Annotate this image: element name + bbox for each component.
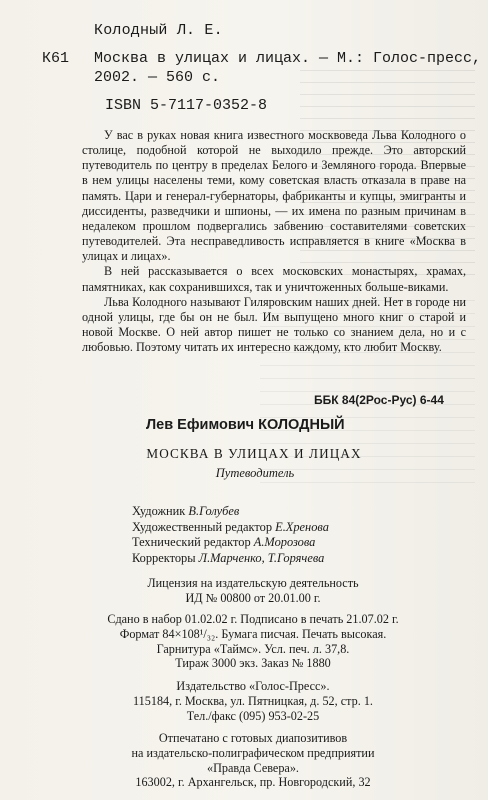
book-title: МОСКВА В УЛИЦАХ И ЛИЦАХ [146,446,362,461]
annotation-paragraph: В ней рассказывается о всех московских монастырях, храмах, памятниках, как сохранившихся, так и уничтоженных больше-виками. [82,264,466,294]
printing-details [0,612,488,671]
annotation-paragraph: Льва Колодного называют Гиляровским наших дней. Нет в городе ни одной улицы, где бы он не был. Им выпущено много книг о старой и новой Москве. О ней автор пишет не только со знанием дела, но и с любовью. Поэтому читать их интересно каждому, кто любит Москву. [82,294,466,355]
catalog-code: К61 [42,50,70,67]
credit-role: Художественный редактор [132,519,273,534]
printer-line: Отпечатано с готовых диапозитивов [158,731,348,745]
license-line: Лицензия на издательскую деятельность [147,576,359,590]
author-heading: Колодный Л. Е. [94,22,223,39]
credit-row [132,535,329,551]
license-info [0,576,488,606]
printing-line: Тираж 3000 экз. Заказ № 1880 [175,656,331,671]
credit-row [132,551,329,567]
printing-line: Гарнитура «Таймс». Усл. печ. л. 37,8. [156,641,350,656]
credit-name: Л.Марченко, Т.Горячева [198,550,325,565]
printer-info [0,731,488,790]
credit-name: В.Голубев [188,504,240,518]
credit-role: Технический редактор [132,535,251,549]
printer-line: «Правда Севера». [207,760,299,775]
bibliographic-line: 2002. — 560 с. [94,69,221,86]
publisher-info [0,679,488,723]
credit-name: А.Морозова [253,535,316,549]
bbk-code: ББК 84(2Рос-Рус) 6-44 [314,393,444,407]
publisher-line: 115184, г. Москва, ул. Пятницкая, д. 52, стр. 1. [133,693,373,708]
credit-row [132,520,329,536]
credit-name: Е.Хренова [275,519,329,534]
credit-row [132,504,329,520]
credit-role: Корректоры [132,550,196,565]
author-full-name: Лев Ефимович КОЛОДНЫЙ [146,417,345,433]
printing-line: Формат 84×108¹/₃₂. Бумага писчая. Печать высокая. [119,626,387,641]
isbn: ISBN 5-7117-0352-8 [105,97,268,114]
printer-line: на издательско-полиграфическом предприятии [131,745,375,760]
publisher-line: Издательство «Голос-Пресс». [176,679,330,693]
book-subtitle: Путеводитель [215,466,295,480]
license-line: ИД № 00800 от 20.01.00 г. [185,590,321,605]
printer-line: 163002, г. Архангельск, пр. Новгородский, 32 [135,775,371,790]
annotation-paragraph: У вас в руках новая книга известного москвоведа Льва Колодного о столице, подобной которой не выходило прежде. Это авторский путеводитель по центру в пределах Белого и Земляного города. Впервые в нем улицы населены теми, кому советская власть отказала в праве на память. Цари и генерал-губернаторы, фабриканты и купцы, эмигранты и диссиденты, разведчики и шпионы, — их имена по разным причинам в недалеком прошлом подвергались забвению составителями советских путеводителей. Эта несправедливость исправляется в книге «Москва в улицах и лицах». [82,128,466,264]
annotation [82,128,466,355]
publisher-line: Тел./факс (095) 953-02-25 [186,708,320,723]
credit-role: Художник [132,504,186,518]
printing-line: Сдано в набор 01.02.02 г. Подписано в печать 21.07.02 г. [107,612,399,626]
credits [132,504,329,566]
bibliographic-line: Москва в улицах и лицах. — М.: Голос-пресс, [94,50,482,67]
